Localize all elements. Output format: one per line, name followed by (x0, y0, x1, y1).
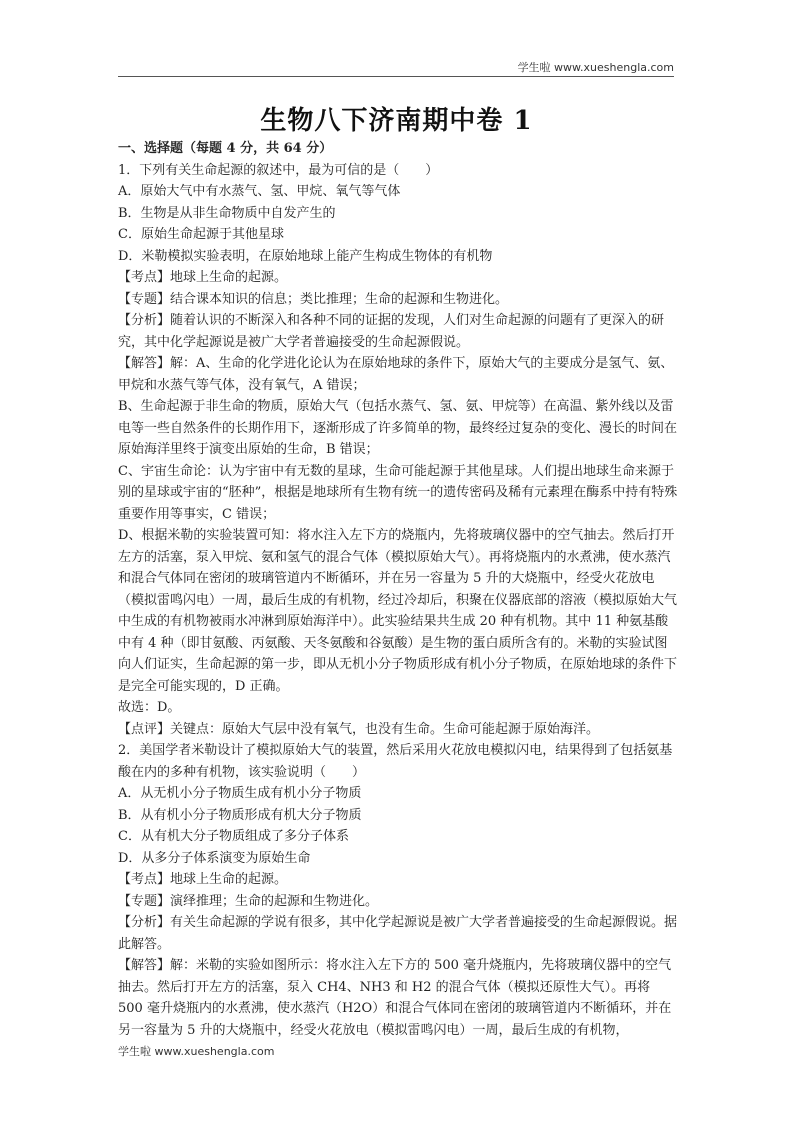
question-2-kaodian: 【考点】地球上生命的起源。 (118, 872, 288, 887)
question-1-stem: 1．下列有关生命起源的叙述中，最为可信的是（ ） (118, 162, 439, 178)
question-1-option-d: D．米勒模拟实验表明，在原始地球上能产生构成生物体的有机物 (118, 248, 493, 264)
question-2-zhuanti: 【专题】演绎推理；生命的起源和生物进化。 (118, 893, 379, 909)
header-site-label: 学生啦 www.xueshengla.com (517, 61, 674, 74)
question-2-option-a: A．从无机小分子物质生成有机小分子物质 (118, 786, 362, 801)
question-2-option-c: C．从有机大分子物质组成了多分子体系 (118, 829, 349, 844)
question-2-fenxi: 【分析】有关生命起源的学说有很多，其中化学起源说是被广大学者普遍接受的生命起源假说。据此解答。 (118, 915, 678, 952)
question-1-option-c: C．原始生命起源于其他星球 (118, 227, 284, 242)
footer-site-label: 学生啦 www.xueshengla.com (118, 1045, 275, 1058)
question-2-option-d: D．从多分子体系演变为原始生命 (118, 850, 311, 866)
question-1-fenxi: 【分析】随着认识的不断深入和各种不同的证据的发现，人们对生命起源的问题有了更深入的研究，其中化学起源说是被广大学者普遍接受的生命起源假说。 (118, 313, 665, 350)
question-2-jieda: 【解答】解：米勒的实验如图所示：将水注入左下方的 500 毫升烧瓶内，先将玻璃仪器中的空气抽去。然后打开左方的活塞，泵入 CH4、NH3 和 H2 的混合气体（模拟还原性大气）。再将 500 毫升烧瓶内的水煮沸，使水蒸汽（H2O）和混合气体同在密闭的玻璃管道内不断循环，并在另一容量为 5 升的大烧瓶中，经受火花放电（模拟雷鸣闪电）一周，最后生成的有机物， (118, 958, 672, 1038)
header-divider (118, 76, 674, 77)
question-1-zhuanti: 【专题】结合课本知识的信息；类比推理；生命的起源和生物进化。 (118, 291, 509, 307)
question-1-option-a: A．原始大气中有水蒸气、氢、甲烷、氧气等气体 (118, 184, 401, 199)
question-1-kaodian: 【考点】地球上生命的起源。 (118, 270, 288, 285)
question-2-option-b: B．从有机小分子物质形成有机大分子物质 (118, 807, 362, 823)
question-2-stem: 2．美国学者米勒设计了模拟原始大气的装置，然后采用火花放电模拟闪电，结果得到了包括氨基酸在内的多种有机物，该实验说明（ ） (118, 743, 673, 780)
section-heading: 一、选择题（每题 4 分，共 64 分） (118, 141, 333, 156)
question-1-jieda-a: 【解答】解：A、生命的化学进化论认为在原始地球的条件下，原始大气的主要成分是氢气、氨、甲烷和水蒸气等气体，没有氧气，A 错误； (118, 356, 674, 393)
question-1-answer: 故选：D。 (118, 700, 181, 715)
question-1-jieda-c: C、宇宙生命论：认为宇宙中有无数的星球，生命可能起源于其他星球。人们提出地球生命来源于别的星球或宇宙的“胚种”，根据是地球所有生物有统一的遗传密码及稀有元素理在酶系中持有特殊重要作用等事实，C 错误； (118, 463, 678, 522)
question-1-dianping: 【点评】关键点：原始大气层中没有氧气，也没有生命。生命可能起源于原始海洋。 (118, 721, 600, 737)
document-body (118, 138, 678, 1041)
question-1-jieda-d: D、根据米勒的实验装置可知：将水注入左下方的烧瓶内，先将玻璃仪器中的空气抽去。然后打开左方的活塞，泵入甲烷、氨和氢气的混合气体（模拟原始大气）。再将烧瓶内的水煮沸，使水蒸汽和混合气体同在密闭的玻璃管道内不断循环，并在另一容量为 5 升的大烧瓶中，经受火花放电（模拟雷鸣闪电）一周，最后生成的有机物，经过冷却后，积聚在仪器底部的溶液（模拟原始大气中生成的有机物被雨水冲淋到原始海洋中）。此实验结果共生成 20 种有机物。其中 11 种氨基酸中有 4 种（即甘氨酸、丙氨酸、天冬氨酸和谷氨酸）是生物的蛋白质所含有的。米勒的实验试图向人们证实，生命起源的第一步，即从无机小分子物质形成有机小分子物质，在原始地球的条件下是完全可能实现的，D 正确。 (118, 528, 678, 694)
question-1-option-b: B．生物是从非生命物质中自发产生的 (118, 205, 336, 221)
question-1-jieda-b: B、生命起源于非生命的物质，原始大气（包括水蒸气、氢、氨、甲烷等）在高温、紫外线以及雷电等一些自然条件的长期作用下，逐渐形成了许多简单的物，最终经过复杂的变化、漫长的时间在原始海洋里终于演变出原始的生命，B 错误； (118, 399, 678, 457)
page-title: 生物八下济南期中卷 1 (260, 106, 533, 136)
